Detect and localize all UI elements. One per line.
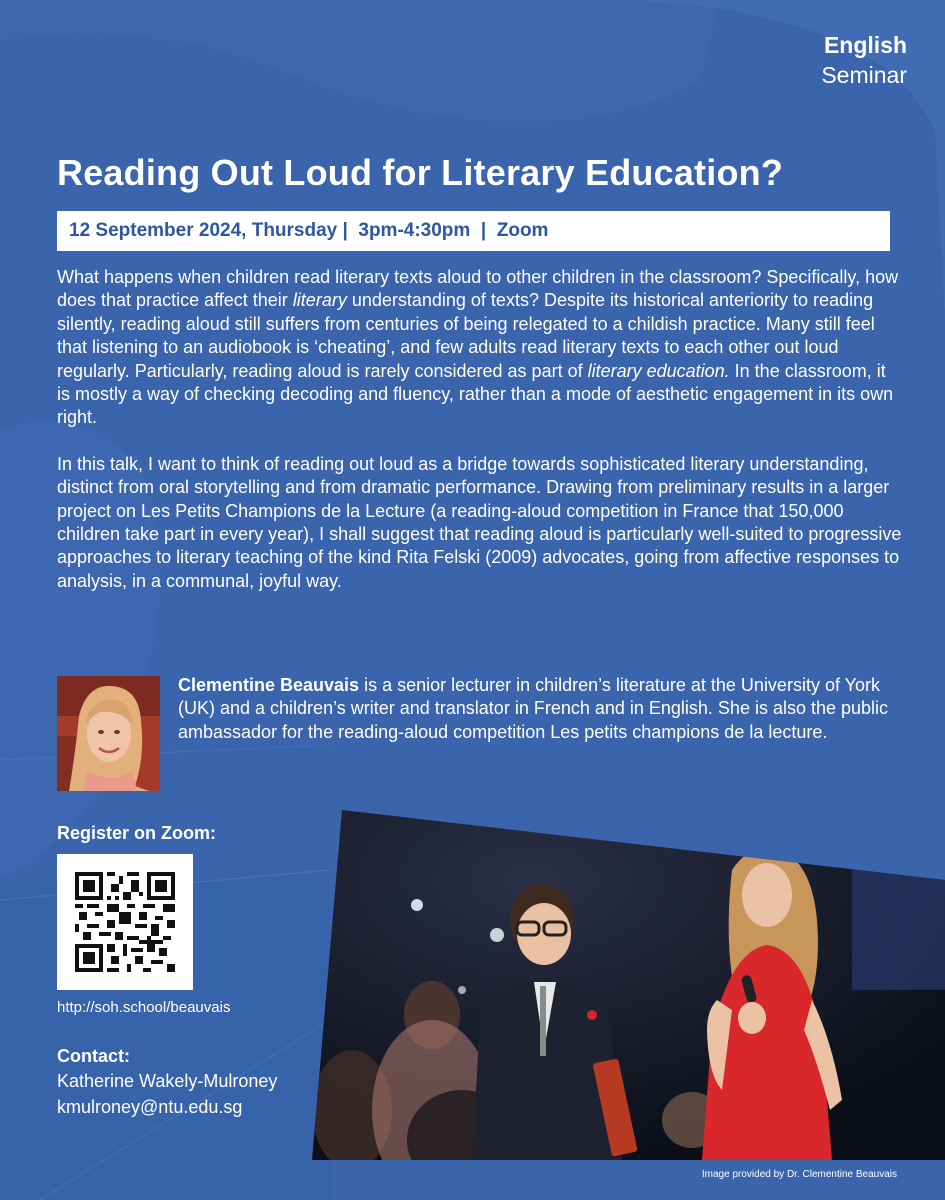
speaker-bio-text: is a senior lecturer in children’s literature at the University of York (UK) and a children’s writer and translator in French and in English. She is also the public ambassador for the reading-aloud competition Les petits champions de la lecture.: [178, 675, 889, 742]
register-url-link[interactable]: http://soh.school/beauvais: [57, 999, 231, 1016]
seminar-tag: [821, 30, 907, 90]
abstract-p1-emphasis-literary-education: literary education.: [587, 360, 730, 381]
abstract-p1-text-b: understanding of texts? Despite its historical anteriority to reading silently, reading aloud still suffers from centuries of being relegated to a childish practice. Many still feel that listening to an audiobook is ‘cheating’, and few adults read literary texts to each other out loud regularly. Particularly, reading aloud is rarely considered as part of: [57, 290, 875, 381]
photo-credit: Image provided by Dr. Clementine Beauvais: [701, 1169, 897, 1180]
tag-line-english: English: [823, 32, 907, 58]
speaker-portrait: [57, 676, 160, 791]
speaker-bio: [178, 674, 898, 744]
tag-line-seminar: Seminar: [821, 62, 907, 88]
event-photo: [312, 810, 945, 1160]
abstract-paragraph-2: In this talk, I want to think of reading out loud as a bridge towards sophisticated literary understanding, distinct from oral storytelling and from dramatic performance. Drawing from preliminary results in a larger project on Les Petits Champions de la Lecture (a reading-aloud competition in France that 150,000 children take part in every year), I shall suggest that reading aloud is particularly well-suited to progressive approaches to literary teaching of the kind Rita Felski (2009) advocates, going from affective responses to analysis, in a communal, joyful way.: [57, 453, 902, 591]
contact-email-link[interactable]: kmulroney@ntu.edu.sg: [57, 1097, 243, 1117]
abstract: [57, 266, 902, 616]
abstract-p1-emphasis-literary: literary: [292, 290, 347, 311]
contact-label: Contact:: [57, 1046, 130, 1066]
event-info-bar: 12 September 2024, Thursday | 3pm-4:30pm | Zoom: [57, 211, 890, 251]
qr-code-graphic: [75, 872, 175, 972]
abstract-paragraph-1: [57, 266, 902, 430]
speaker-name: Clementine Beauvais: [178, 675, 360, 695]
qr-code[interactable]: [57, 854, 193, 990]
contact-name: Katherine Wakely-Mulroney: [57, 1071, 278, 1091]
abstract-p1-text-a: What happens when children read literary texts aloud to other children in the classroom? Specifically, how does that practice affect their: [57, 267, 899, 311]
register-label: Register on Zoom:: [57, 823, 217, 843]
abstract-p1-text-c: In the classroom, it is mostly a way of checking decoding and fluency, rather than a mode of aesthetic engagement in its own right.: [57, 360, 894, 428]
page-title: Reading Out Loud for Literary Education?: [57, 152, 784, 193]
